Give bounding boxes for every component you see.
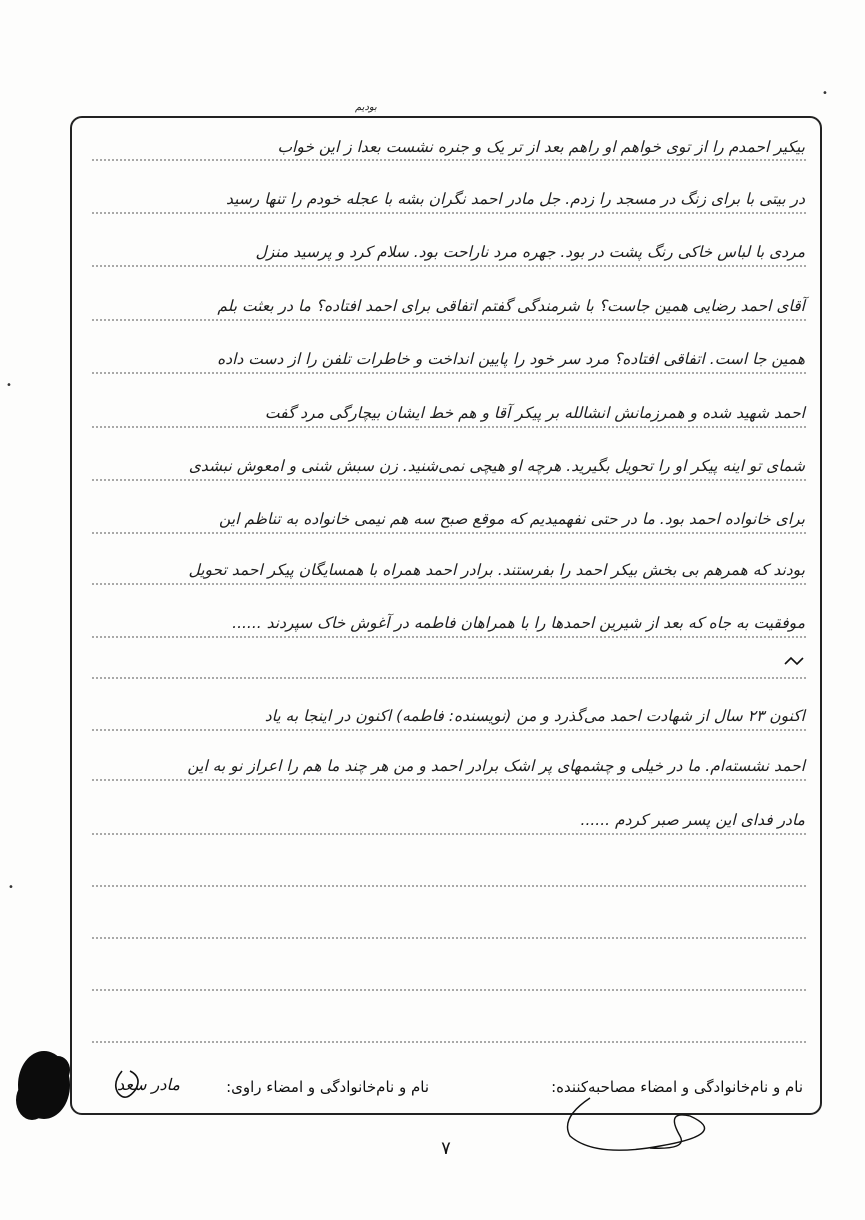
handwritten-line: آقای احمد رضایی همین جاست؟ با شرمندگی گفتم اتفاقی برای احمد افتاده؟ ما در بعثت بلم bbox=[217, 297, 805, 315]
interviewer-label: نام و نام‌خانوادگی و امضاء مصاحبه‌کننده: bbox=[551, 1078, 803, 1096]
handwritten-line: همین جا است. اتفاقی افتاده؟ مرد سر خود را پایین انداخت و خاطرات تلفن را از دست داده bbox=[217, 350, 805, 368]
margin-dot: • bbox=[6, 380, 12, 391]
handwritten-line: مادر فدای این پسر صبر کردم ...... bbox=[580, 811, 805, 829]
margin-dot: • bbox=[822, 88, 828, 99]
handwritten-line: احمد شهید شده و همرزمانش انشالله بر پیکر آقا و هم خط ایشان بیچارگی مرد گفت bbox=[264, 404, 805, 422]
narrator-label: نام و نام‌خانوادگی و امضاء راوی: bbox=[226, 1078, 429, 1096]
handwritten-line: احمد نشسته‌ام. ما در خیلی و چشمهای پر اشک برادر احمد و من هر چند ما هم را اعراز نو به این bbox=[187, 757, 805, 775]
handwritten-line: شمای تو اینه پیکر او را تحویل بگیرید. هرچه او هیچی نمی‌شنید. زن سبش شنی و امعوش نبشدی bbox=[188, 457, 805, 475]
interviewer-signature-scribble bbox=[568, 1098, 705, 1150]
handwritten-line: موفقیت به جاه که بعد از شیرین احمدها را با همراهان فاطمه در آغوش خاک سپردند ...... bbox=[232, 614, 805, 632]
margin-dot: • bbox=[8, 882, 14, 893]
page-number: ۷ bbox=[441, 1138, 451, 1159]
handwritten-line: اکنون ۲۳ سال از شهادت احمد می‌گذرد و من (نویسنده: فاطمه) اکنون در اینجا به یاد bbox=[264, 707, 805, 725]
narrator-signature: مادر سعد bbox=[117, 1075, 180, 1094]
handwritten-line: بودند که همرهم بی بخش بیکر احمد را بفرستند. برادر احمد همراه با همسایگان پیکر احمد تحویل bbox=[188, 561, 805, 579]
handwritten-line: در بیتی با برای زنگ در مسجد را زدم. جل مادر احمد نگران بشه با عجله خودم را تنها رسید bbox=[225, 190, 805, 208]
handwritten-line: برای خانواده احمد بود. ما در حتی نفهمیدیم که موقع صبح سه هم نیمی خانواده به تناظم این bbox=[219, 510, 805, 528]
correction-note: بودیم bbox=[355, 102, 377, 113]
handwritten-line: مردی با لباس خاکی رنگ پشت در بود. جهره مرد ناراحت بود. سلام کرد و پرسید منزل bbox=[255, 243, 805, 261]
ink-blot bbox=[16, 1051, 70, 1120]
handwritten-line: بیکیر احمدم را از توی خواهم او راهم بعد از تر یک و جنره نشست بعدا ز این خواب bbox=[277, 138, 805, 156]
section-mark bbox=[785, 658, 803, 664]
